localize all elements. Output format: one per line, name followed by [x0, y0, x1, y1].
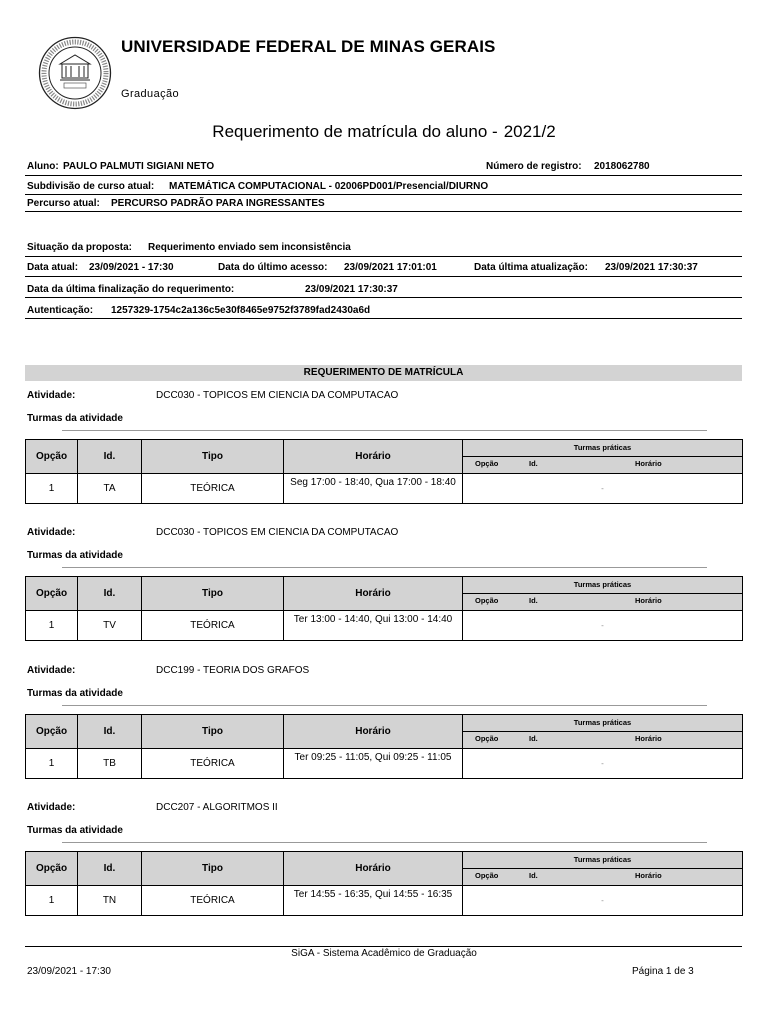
- practical-classes-header: [463, 715, 743, 749]
- type-cell: TEÓRICA: [142, 474, 284, 504]
- col-header-id: Id.: [78, 577, 142, 611]
- empty-dash: -: [601, 484, 604, 493]
- practical-col-option: Opção: [475, 596, 499, 605]
- footer-divider: [25, 946, 742, 947]
- university-seal-icon: [38, 36, 112, 110]
- option-cell: 1: [26, 611, 78, 641]
- col-header-type: Tipo: [142, 577, 284, 611]
- authentication-label: Autenticação:: [27, 305, 94, 316]
- classes-table: [25, 439, 743, 504]
- col-header-type: Tipo: [142, 715, 284, 749]
- col-header-option: Opção: [26, 440, 78, 474]
- last-access-value: 23/09/2021 17:01:01: [344, 262, 437, 273]
- classes-divider: [62, 567, 707, 568]
- practical-classes-cell: [463, 886, 743, 916]
- col-header-schedule: Horário: [284, 440, 463, 474]
- col-header-option: Opção: [26, 715, 78, 749]
- registration-label: Número de registro:: [486, 161, 582, 172]
- practical-col-schedule: Horário: [635, 871, 662, 880]
- subdivision-label: Subdivisão de curso atual:: [27, 181, 155, 192]
- col-header-type: Tipo: [142, 852, 284, 886]
- classes-table: [25, 576, 743, 641]
- classes-heading: Turmas da atividade: [27, 413, 123, 424]
- registration-number: 2018062780: [594, 161, 650, 172]
- col-header-id: Id.: [78, 715, 142, 749]
- footer-date: 23/09/2021 - 17:30: [27, 966, 111, 977]
- path-value: PERCURSO PADRÃO PARA INGRESSANTES: [111, 198, 325, 209]
- activity-label: Atividade:: [27, 527, 76, 538]
- proposal-status-label: Situação da proposta:: [27, 242, 133, 253]
- activity-name: DCC199 - TEORIA DOS GRAFOS: [156, 665, 310, 676]
- practical-classes-cell: [463, 749, 743, 779]
- classes-divider: [62, 430, 707, 431]
- student-name: PAULO PALMUTI SIGIANI NETO: [63, 161, 215, 172]
- practical-col-option: Opção: [475, 734, 499, 743]
- practical-classes-cell: [463, 474, 743, 504]
- col-header-schedule: Horário: [284, 852, 463, 886]
- current-date-value: 23/09/2021 - 17:30: [89, 262, 174, 273]
- classes-table: [25, 851, 743, 916]
- col-header-id: Id.: [78, 440, 142, 474]
- student-label: Aluno:: [27, 161, 59, 172]
- practical-col-schedule: Horário: [635, 734, 662, 743]
- table-header-row: [26, 440, 743, 474]
- section-header: REQUERIMENTO DE MATRÍCULA: [25, 365, 742, 381]
- id-cell: TV: [78, 611, 142, 641]
- practical-col-id: Id.: [529, 871, 538, 880]
- subdivision-value: MATEMÁTICA COMPUTACIONAL - 02006PD001/Presencial/DIURNO: [169, 181, 489, 192]
- classes-heading: Turmas da atividade: [27, 550, 123, 561]
- type-cell: TEÓRICA: [142, 886, 284, 916]
- table-row: [26, 611, 743, 641]
- activity-name: DCC207 - ALGORITMOS II: [156, 802, 278, 813]
- table-row: [26, 886, 743, 916]
- current-date-label: Data atual:: [27, 262, 79, 273]
- practical-classes-title: Turmas práticas: [463, 715, 742, 732]
- divider: [25, 194, 742, 195]
- practical-classes-title: Turmas práticas: [463, 852, 742, 869]
- table-row: [26, 474, 743, 504]
- practical-col-id: Id.: [529, 734, 538, 743]
- activity-name: DCC030 - TOPICOS EM CIENCIA DA COMPUTACAO: [156, 527, 399, 538]
- schedule-cell: Ter 13:00 - 14:40, Qui 13:00 - 14:40: [284, 611, 463, 641]
- type-cell: TEÓRICA: [142, 749, 284, 779]
- practical-col-id: Id.: [529, 459, 538, 468]
- activity-label: Atividade:: [27, 665, 76, 676]
- level-subtitle: Graduação: [121, 88, 180, 100]
- authentication-code: 1257329-1754c2a136c5e30f8465e9752f3789fad2430a6d: [111, 305, 371, 316]
- classes-divider: [62, 842, 707, 843]
- id-cell: TN: [78, 886, 142, 916]
- divider: [25, 276, 742, 277]
- footer-system-name: SiGA - Sistema Acadêmico de Graduação: [291, 948, 477, 959]
- classes-heading: Turmas da atividade: [27, 825, 123, 836]
- option-cell: 1: [26, 886, 78, 916]
- practical-col-option: Opção: [475, 459, 499, 468]
- table-header-row: [26, 715, 743, 749]
- last-access-label: Data do último acesso:: [218, 262, 328, 273]
- proposal-status-value: Requerimento enviado sem inconsistência: [148, 242, 351, 253]
- practical-col-schedule: Horário: [635, 596, 662, 605]
- finalization-label: Data da última finalização do requerimento:: [27, 284, 235, 295]
- option-cell: 1: [26, 749, 78, 779]
- finalization-value: 23/09/2021 17:30:37: [305, 284, 398, 295]
- classes-table: [25, 714, 743, 779]
- col-header-option: Opção: [26, 577, 78, 611]
- col-header-schedule: Horário: [284, 577, 463, 611]
- practical-classes-header: [463, 852, 743, 886]
- empty-dash: -: [601, 759, 604, 768]
- university-name: UNIVERSIDADE FEDERAL DE MINAS GERAIS: [121, 37, 496, 56]
- table-header-row: [26, 852, 743, 886]
- divider: [25, 297, 742, 298]
- practical-classes-title: Turmas práticas: [463, 440, 742, 457]
- page-number: Página 1 de 3: [632, 966, 694, 977]
- classes-divider: [62, 705, 707, 706]
- empty-dash: -: [601, 896, 604, 905]
- practical-col-id: Id.: [529, 596, 538, 605]
- divider: [25, 318, 742, 319]
- empty-dash: -: [601, 621, 604, 630]
- practical-classes-header: [463, 577, 743, 611]
- col-header-option: Opção: [26, 852, 78, 886]
- col-header-id: Id.: [78, 852, 142, 886]
- divider: [25, 256, 742, 257]
- table-row: [26, 749, 743, 779]
- practical-col-option: Opção: [475, 871, 499, 880]
- schedule-cell: Seg 17:00 - 18:40, Qua 17:00 - 18:40: [284, 474, 463, 504]
- last-update-value: 23/09/2021 17:30:37: [605, 262, 698, 273]
- practical-classes-title: Turmas práticas: [463, 577, 742, 594]
- col-header-schedule: Horário: [284, 715, 463, 749]
- option-cell: 1: [26, 474, 78, 504]
- schedule-cell: Ter 09:25 - 11:05, Qui 09:25 - 11:05: [284, 749, 463, 779]
- activity-name: DCC030 - TOPICOS EM CIENCIA DA COMPUTACAO: [156, 390, 399, 401]
- title-year: 2021/2: [503, 122, 556, 141]
- practical-classes-cell: [463, 611, 743, 641]
- page-title: [0, 122, 768, 142]
- last-update-label: Data última atualização:: [474, 262, 588, 273]
- divider: [25, 175, 742, 176]
- practical-col-schedule: Horário: [635, 459, 662, 468]
- id-cell: TA: [78, 474, 142, 504]
- type-cell: TEÓRICA: [142, 611, 284, 641]
- divider: [25, 211, 742, 212]
- title-text: Requerimento de matrícula do aluno -: [212, 122, 498, 141]
- col-header-type: Tipo: [142, 440, 284, 474]
- classes-heading: Turmas da atividade: [27, 688, 123, 699]
- activity-label: Atividade:: [27, 390, 76, 401]
- table-header-row: [26, 577, 743, 611]
- activity-label: Atividade:: [27, 802, 76, 813]
- path-label: Percurso atual:: [27, 198, 100, 209]
- schedule-cell: Ter 14:55 - 16:35, Qui 14:55 - 16:35: [284, 886, 463, 916]
- practical-classes-header: [463, 440, 743, 474]
- id-cell: TB: [78, 749, 142, 779]
